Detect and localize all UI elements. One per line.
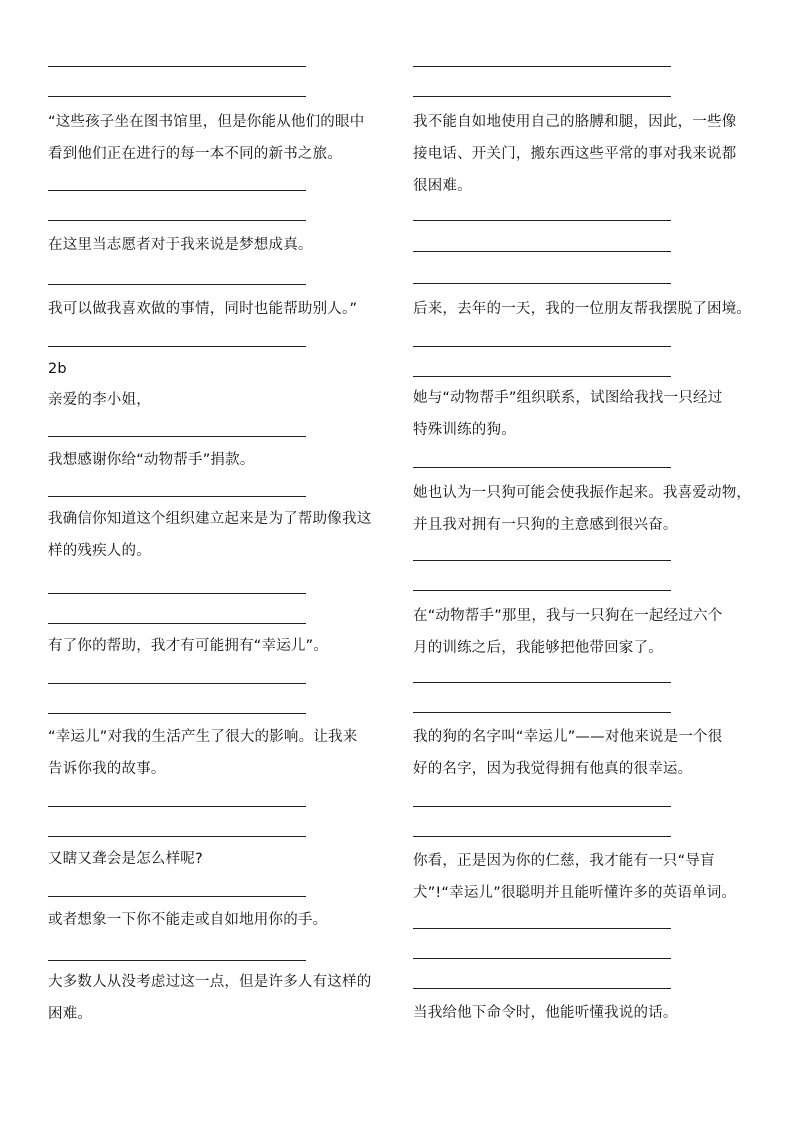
answer-blank-line — [413, 712, 671, 713]
text-line: 她与“动物帮手”组织联系，试图给我找一只经过 — [413, 390, 723, 406]
answer-blank-line — [413, 958, 671, 959]
text-block — [48, 293, 393, 325]
text-block — [48, 229, 393, 261]
answer-blank-line — [48, 190, 306, 191]
answer-blank-line — [48, 806, 306, 807]
answer-blank-line — [48, 436, 306, 437]
text-block — [413, 106, 758, 202]
answer-blank-line — [48, 496, 306, 497]
answer-blank-line — [413, 66, 671, 67]
answer-blank-line — [413, 251, 671, 252]
text-block — [48, 384, 393, 416]
answer-blank-line — [48, 284, 306, 285]
text-line: 后来，去年的一天，我的一位朋友帮我摆脱了困境。 — [413, 301, 752, 317]
text-block — [413, 477, 758, 541]
text-line: 接电话、开关门，搬东西这些平常的事对我来说都 — [413, 146, 737, 162]
text-block — [48, 353, 393, 385]
text-line: 并且我对拥有一只狗的主意感到很兴奋。 — [413, 517, 678, 533]
answer-blank-line — [48, 623, 306, 624]
text-block — [48, 904, 393, 936]
answer-blank-line — [413, 467, 671, 468]
text-line: 我可以做我喜欢做的事情，同时也能帮助别人。” — [48, 301, 358, 317]
text-line: 困难。 — [48, 1006, 93, 1022]
answer-blank-line — [48, 593, 306, 594]
answer-blank-line — [413, 988, 671, 989]
text-line: 或者想象一下你不能走或自如地用你的手。 — [48, 912, 328, 928]
text-block — [48, 630, 393, 662]
answer-blank-line — [48, 713, 306, 714]
answer-blank-line — [48, 960, 306, 961]
text-line: 在“动物帮手”那里，我与一只狗在一起经过六个 — [413, 608, 723, 624]
answer-blank-line — [48, 896, 306, 897]
text-block — [48, 843, 393, 875]
text-line: 有了你的帮助，我才有可能拥有“幸运儿”。 — [48, 638, 329, 654]
answer-blank-line — [413, 560, 671, 561]
text-block — [413, 293, 758, 325]
text-block — [48, 966, 393, 1030]
text-block — [48, 503, 393, 567]
text-block — [48, 106, 393, 170]
text-block — [48, 721, 393, 785]
text-block — [413, 845, 758, 909]
text-line: 我想感谢你给“动物帮手”捐款。 — [48, 452, 255, 468]
text-block — [413, 997, 758, 1029]
answer-blank-line — [413, 806, 671, 807]
answer-blank-line — [413, 836, 671, 837]
text-line: 你看，正是因为你的仁慈，我才能有一只“导盲 — [413, 853, 715, 869]
text-line: 样的残疾人的。 — [48, 543, 151, 559]
text-line: 大多数人从没考虑过这一点，但是许多人有这样的 — [48, 974, 372, 990]
answer-blank-line — [413, 283, 671, 284]
left-column — [48, 0, 393, 1130]
answer-blank-line — [48, 346, 306, 347]
text-line: “幸运儿”对我的生活产生了很大的影响。让我来 — [48, 729, 358, 745]
text-block — [413, 600, 758, 664]
answer-blank-line — [48, 683, 306, 684]
text-line: 月的训练之后，我能够把他带回家了。 — [413, 640, 663, 656]
answer-blank-line — [413, 376, 671, 377]
text-block — [413, 721, 758, 785]
text-line: 很困难。 — [413, 178, 472, 194]
answer-blank-line — [413, 682, 671, 683]
text-line: 我的狗的名字叫“幸运儿”——对他来说是一个很 — [413, 729, 723, 745]
answer-blank-line — [413, 590, 671, 591]
answer-blank-line — [48, 220, 306, 221]
text-line: 亲爱的李小姐， — [48, 392, 151, 408]
right-column — [413, 0, 758, 1130]
answer-blank-line — [48, 66, 306, 67]
text-line: 特殊训练的狗。 — [413, 422, 516, 438]
text-line: 当我给他下命令时，他能听懂我说的话。 — [413, 1005, 678, 1021]
text-line: 我不能自如地使用自己的胳膊和腿，因此，一些像 — [413, 114, 737, 130]
answer-blank-line — [413, 928, 671, 929]
text-line: 好的名字，因为我觉得拥有他真的很幸运。 — [413, 761, 693, 777]
answer-blank-line — [413, 220, 671, 221]
text-block — [413, 382, 758, 446]
text-line: 犬”!“幸运儿”很聪明并且能听懂许多的英语单词。 — [413, 885, 737, 901]
text-line: 我确信你知道这个组织建立起来是为了帮助像我这 — [48, 511, 372, 527]
text-block — [48, 444, 393, 476]
text-line: 看到他们正在进行的每一本不同的新书之旅。 — [48, 146, 342, 162]
text-line: 在这里当志愿者对于我来说是梦想成真。 — [48, 237, 313, 253]
text-line: 她也认为一只狗可能会使我振作起来。我喜爱动物， — [413, 485, 752, 501]
answer-blank-line — [48, 836, 306, 837]
text-line: 告诉你我的故事。 — [48, 761, 166, 777]
text-line: “这些孩子坐在图书馆里，但是你能从他们的眼中 — [48, 114, 365, 130]
answer-blank-line — [48, 96, 306, 97]
answer-blank-line — [413, 346, 671, 347]
text-line: 又瞎又聋会是怎么样呢? — [48, 851, 203, 867]
text-line: 2b — [48, 361, 67, 377]
answer-blank-line — [413, 96, 671, 97]
